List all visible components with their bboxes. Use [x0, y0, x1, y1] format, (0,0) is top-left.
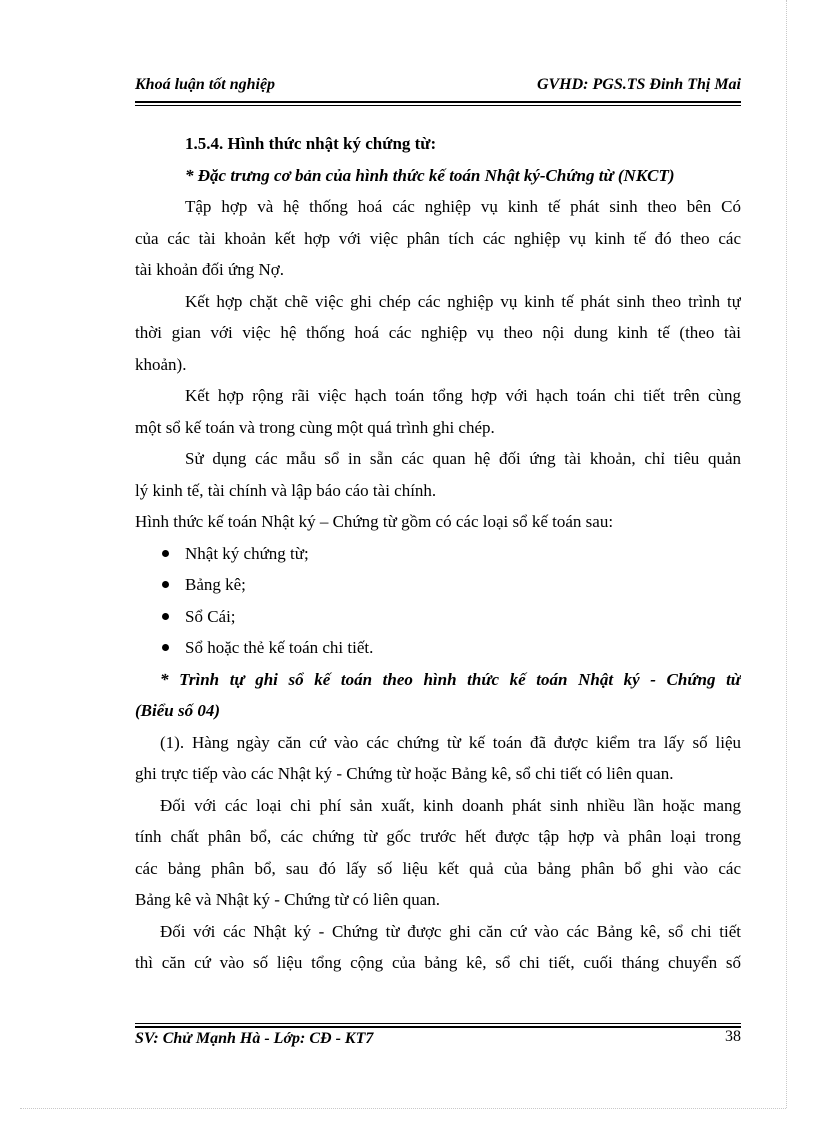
list-item	[135, 569, 741, 601]
list-item-label: Sổ Cái;	[185, 606, 236, 626]
paragraph-line: các bảng phân bổ, sau đó lấy số liệu kết quả của bảng phân bổ ghi vào các	[135, 858, 741, 878]
paragraph-line: của các tài khoản kết hợp với việc phân tích các nghiệp vụ kinh tế đó theo các	[135, 228, 741, 248]
bullet-icon	[162, 581, 169, 588]
bullet-icon	[162, 613, 169, 620]
page-edge-right	[786, 0, 788, 1108]
page-edge-bottom	[20, 1108, 786, 1110]
header-thesis-title: Khoá luận tốt nghiệp	[135, 76, 276, 93]
page-number: 38	[725, 1028, 741, 1045]
paragraph-line: Hình thức kế toán Nhật ký – Chứng từ gồm có các loại sổ kế toán sau:	[135, 512, 614, 531]
section-title: 1.5.4. Hình thức nhật ký chứng từ:	[185, 134, 437, 153]
bullet-icon	[162, 550, 169, 557]
paragraph-line: Tập hợp và hệ thống hoá các nghiệp vụ kinh tế phát sinh theo bên Có	[185, 197, 741, 216]
list-item	[135, 538, 741, 570]
paragraph-line: Đối với các loại chi phí sản xuất, kinh doanh phát sinh nhiều lần hoặc mang	[160, 795, 741, 815]
paragraph-line: tính chất phân bổ, các chứng từ gốc trước hết được tập hợp và phân loại trong	[135, 827, 741, 846]
footer-student-info: SV: Chử Mạnh Hà - Lớp: CĐ - KT7	[135, 1030, 374, 1047]
list-item-label: Nhật ký chứng từ;	[185, 543, 309, 563]
paragraph-line: Bảng kê và Nhật ký - Chứng từ có liên quan.	[135, 890, 441, 909]
page-body	[135, 128, 741, 979]
paragraph-line: thì căn cứ vào số liệu tổng cộng của bảng kê, sổ chi tiết, cuối tháng chuyển số	[135, 953, 741, 972]
list-item-label: Sổ hoặc thẻ kế toán chi tiết.	[185, 638, 374, 657]
paragraph-line: một sổ kế toán và trong cùng một quá trình ghi chép.	[135, 417, 495, 437]
subsection-title-characteristics: * Đặc trưng cơ bản của hình thức kế toán Nhật ký-Chứng từ (NKCT)	[185, 165, 675, 185]
paragraph-line: (1). Hàng ngày căn cứ vào các chứng từ kế toán đã được kiểm tra lấy số liệu	[160, 732, 741, 752]
subsection-title-procedure: * Trình tự ghi sổ kế toán theo hình thức kế toán Nhật ký - Chứng từ	[160, 669, 741, 689]
paragraph-line: Sử dụng các mẫu sổ in sẵn các quan hệ đối ứng tài khoản, chỉ tiêu quản	[185, 449, 741, 468]
bullet-icon	[162, 644, 169, 651]
paragraph-line: Kết hợp rộng rãi việc hạch toán tổng hợp với hạch toán chi tiết trên cùng	[185, 386, 741, 405]
list-item-label: Bảng kê;	[185, 575, 246, 594]
paragraph-line: Đối với các Nhật ký - Chứng từ được ghi căn cứ vào các Bảng kê, sổ chi tiết	[160, 921, 741, 941]
paragraph-line: ghi trực tiếp vào các Nhật ký - Chứng từ hoặc Bảng kê, sổ chi tiết có liên quan.	[135, 764, 674, 783]
header-supervisor: GVHD: PGS.TS Đinh Thị Mai	[536, 76, 741, 93]
page-footer	[135, 1028, 741, 1050]
list-item	[135, 601, 741, 633]
subsection-title-procedure-ref: (Biểu số 04)	[135, 701, 220, 720]
paragraph-line: lý kinh tế, tài chính và lập báo cáo tài chính.	[135, 480, 437, 500]
paragraph-line: khoản).	[135, 354, 187, 374]
paragraph-line: thời gian với việc hệ thống hoá các nghiệp vụ theo nội dung kinh tế (theo tài	[135, 323, 741, 342]
header-divider	[135, 101, 741, 106]
paragraph-line: Kết hợp chặt chẽ việc ghi chép các nghiệp vụ kinh tế phát sinh theo trình tự	[185, 291, 741, 311]
page-header	[135, 74, 741, 98]
paragraph-line: tài khoản đối ứng Nợ.	[135, 260, 284, 279]
list-item	[135, 632, 741, 664]
